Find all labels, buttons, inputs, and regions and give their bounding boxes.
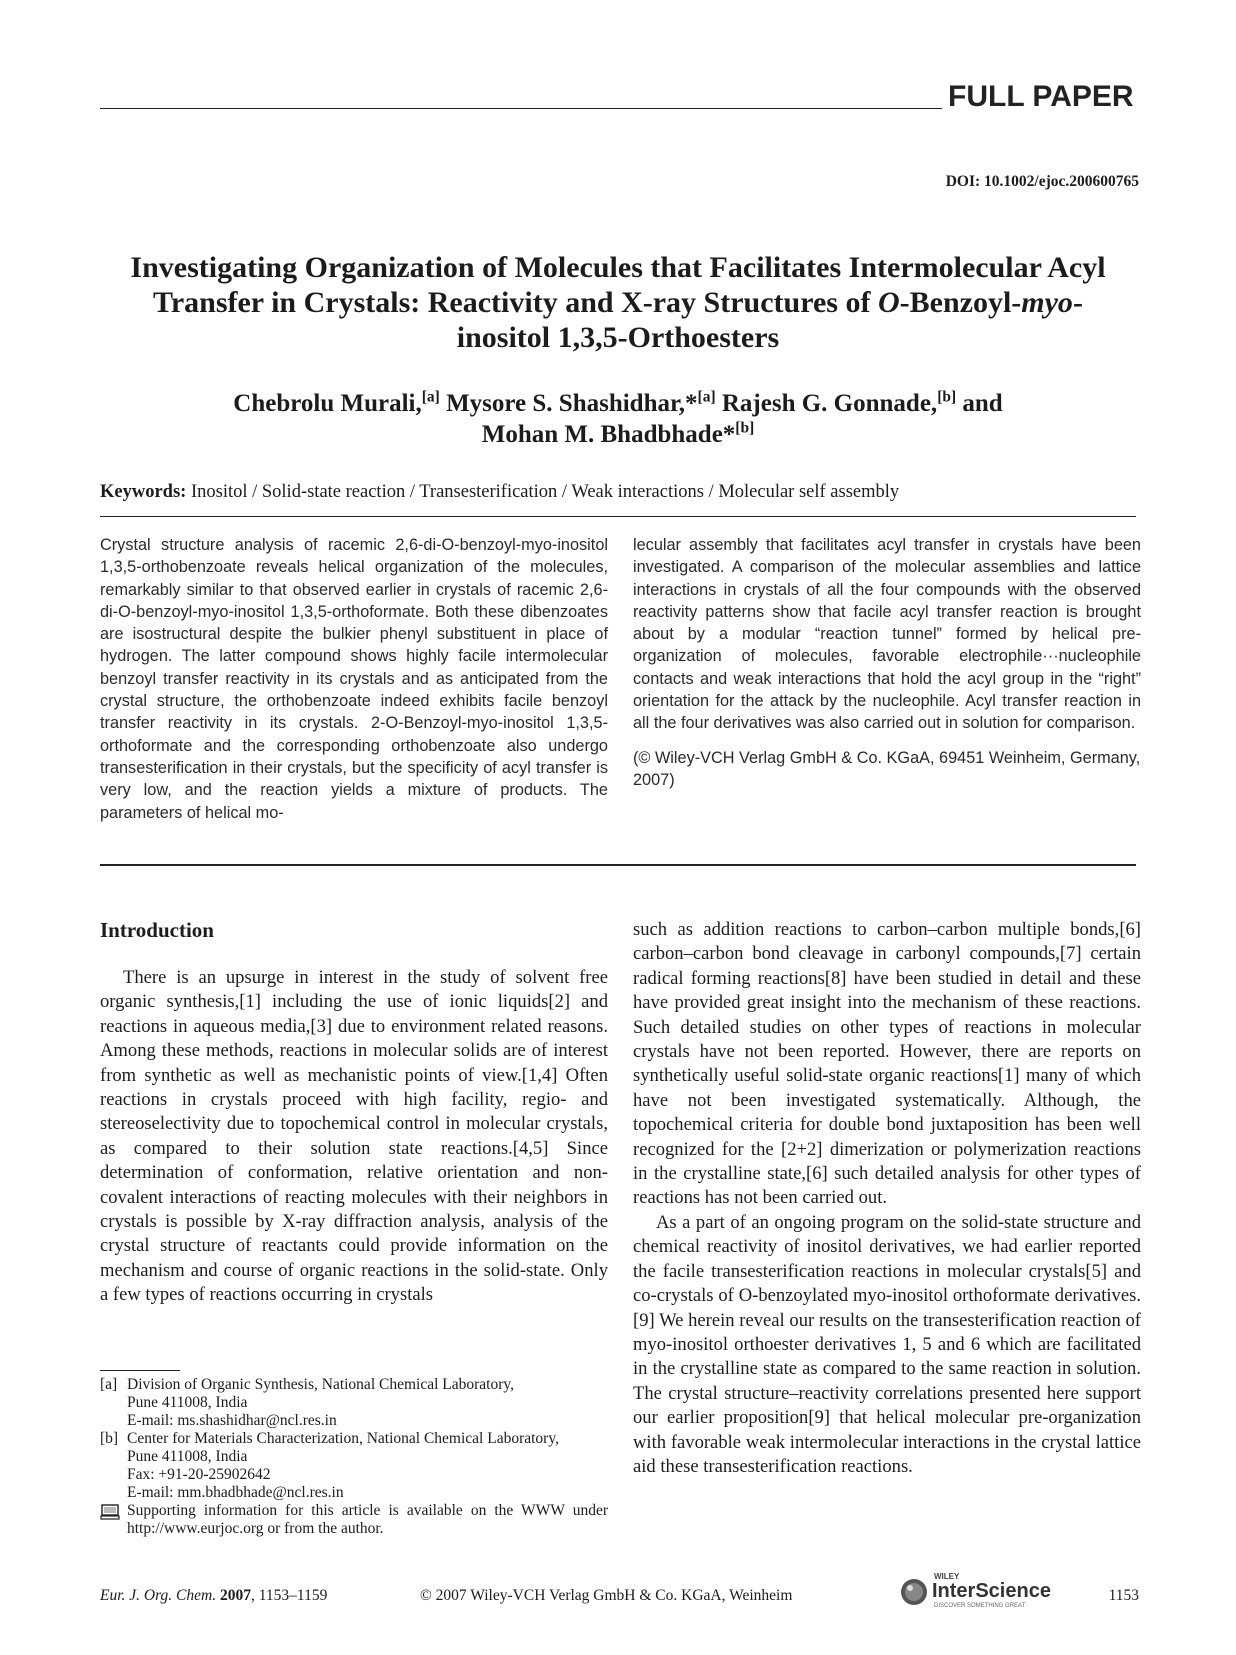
- title-line-3: inositol 1,3,5-Orthoesters: [456, 321, 780, 354]
- keywords-label: Keywords:: [100, 482, 187, 502]
- affiliation-b: [b] Center for Materials Characterization, National Chemical Laboratory, Pune 411008, India Fax: +91-20-25902642 E-mail: mm.bhadbhade@ncl.res.in: [100, 1430, 559, 1501]
- email-a: E-mail: ms.shashidhar@ncl.res.in: [127, 1412, 337, 1429]
- intro-paragraph-1-continued: such as addition reactions to carbon–carbon multiple bonds,[6] carbon–carbon bond cleavage in carbonyl compounds,[7] certain radical forming reactions[8] have been studied in detail and these have provided great insight into the mechanism of these reactions. Such detailed studies on other types of reactions in molecular crystals have not been reported. However, there are reports on synthetically useful solid-state organic reactions[1] many of which have not been investigated systematically. Although, the topochemical criteria for double bond juxtaposition has been well recognized for the [2+2] dimerization or polymerization reactions in the crystalline state,[6] such detailed analysis for other types of reactions has not been carried out.: [633, 919, 1141, 1209]
- title-line-1: Investigating Organization of Molecules that Facilitates Intermolecular Acyl: [130, 251, 1106, 284]
- doi: DOI: 10.1002/ejoc.200600765: [945, 173, 1139, 190]
- svg-text:WILEY: WILEY: [934, 1572, 960, 1581]
- footer-copyright: © 2007 Wiley-VCH Verlag GmbH & Co. KGaA, Weinheim: [420, 1587, 793, 1604]
- supporting-info-note: Supporting information for this article is available on the WWW under http://www.eurjoc.org or from the author.: [100, 1502, 608, 1538]
- abstract-left-column: [100, 534, 608, 824]
- email-b: E-mail: mm.bhadbhade@ncl.res.in: [127, 1484, 344, 1501]
- abstract-text-left: Crystal structure analysis of racemic 2,6-di-O-benzoyl-myo-inositol 1,3,5-orthobenzoate reveals helical organization of the molecules, remarkably similar to that observed earlier in crystals of racemic 2,6-di-O-benzoyl-myo-inositol 1,3,5-orthoformate. Both these dibenzoates are isostructural despite the bulkier phenyl substituent in place of hydrogen. The latter compound shows highly facile intermolecular benzoyl transfer reactivity in its crystals and as anticipated from the crystal structure, the orthobenzoate indeed exhibits facile benzoyl transfer reactivity in its crystals. 2-O-Benzoyl-myo-inositol 1,3,5-orthoformate and the corresponding orthobenzoate also undergo transesterification in their crystals, but the specificity of acyl transfer is very low, and the reaction yields a mixture of products. The parameters of helical mo-: [100, 536, 608, 822]
- author-3: Rajesh G. Gonnade,: [715, 390, 938, 417]
- page-number: 1153: [1108, 1587, 1139, 1604]
- body-right-column: [633, 918, 1141, 1479]
- footnote-rule: [100, 1370, 180, 1371]
- author-2: Mysore S. Shashidhar,*: [439, 390, 698, 417]
- introduction-heading: Introduction: [100, 918, 214, 942]
- abstract-right-column: [633, 534, 1141, 791]
- keywords-list: Inositol / Solid-state reaction / Transesterification / Weak interactions / Molecular self assembly: [186, 482, 900, 502]
- title-line-2: Transfer in Crystals: Reactivity and X-ray Structures of O-Benzoyl-myo-: [153, 286, 1083, 319]
- author-4: Mohan M. Bhadbhade*: [481, 421, 736, 448]
- affiliation-footnotes: [100, 1376, 608, 1538]
- abstract-top-rule: [100, 516, 1136, 517]
- abstract-text-right: lecular assembly that facilitates acyl transfer in crystals have been investigated. A comparison of the molecular assemblies and lattice interactions in crystals of all the four compounds with the observed reactivity patterns show that facile acyl transfer reaction is brought about by a modular “reaction tunnel” formed by helical pre-organization of molecules, favorable electrophile···nucleophile contacts and weak interactions that hold the acyl group in the “right” orientation for the attack by the nucleophile. Acyl transfer reaction in all the four derivatives was also carried out in solution for comparison.: [633, 536, 1141, 733]
- abstract-copyright: (© Wiley-VCH Verlag GmbH & Co. KGaA, 69451 Weinheim, Germany, 2007): [633, 748, 1141, 789]
- intro-paragraph-2: As a part of an ongoing program on the solid-state structure and chemical reactivity of inositol derivatives, we had earlier reported the facile transesterification reactions in molecular crystals[5] and co-crystals of O-benzoylated myo-inositol orthoformate derivatives.[9] We herein reveal our results on the transesterification reaction of myo-inositol orthoester derivatives 1, 5 and 6 which are facilitated in the crystalline state as compared to the same reaction in solution. The crystal structure–reactivity correlations presented here support our earlier proposition[9] that helical molecular pre-organization with favorable weak intermolecular interactions in the crystal lattice aid these transesterification reactions.: [633, 1211, 1141, 1477]
- svg-text:InterScience: InterScience: [932, 1580, 1051, 1602]
- intro-paragraph-1: There is an upsurge in interest in the study of solvent free organic synthesis,[1] including the use of ionic liquids[2] and reactions in aqueous media,[3] due to environment related reasons. Among these methods, reactions in molecular solids are of interest from synthetic as well as mechanistic points of view.[1,4] Often reactions in crystals proceed with high facility, regio- and stereoselectivity due to topochemical control in molecular crystals, as compared to their solution state reactions.[4,5] Since determination of conformation, relative orientation and non-covalent interactions of reacting molecules with their neighbors in crystals is possible by X-ray diffraction analysis, analysis of the crystal structure of reactants could provide information on the mechanism and course of organic reactions in the solid-state. Only a few types of reactions occurring in crystals: [100, 967, 608, 1306]
- svg-text:DISCOVER SOMETHING GREAT: DISCOVER SOMETHING GREAT: [934, 1603, 1026, 1609]
- computer-icon: [100, 1502, 127, 1538]
- keywords: [100, 482, 899, 503]
- section-label: FULL PAPER: [948, 80, 1134, 113]
- author-list: Chebrolu Murali,[a] Mysore S. Shashidhar,*[a] Rajesh G. Gonnade,[b] and Mohan M. Bhadbhade*[b]: [233, 388, 1003, 448]
- abstract-bottom-rule: [100, 864, 1136, 866]
- footer-journal-citation: Eur. J. Org. Chem. 2007, 1153–1159: [100, 1587, 328, 1604]
- body-left-column: [100, 966, 608, 1308]
- paper-title: [100, 250, 1136, 355]
- interscience-logo: [898, 1570, 1068, 1610]
- author-1: Chebrolu Murali,: [233, 390, 422, 417]
- affiliation-a: [a] Division of Organic Synthesis, National Chemical Laboratory, Pune 411008, India E-mail: ms.shashidhar@ncl.res.in: [100, 1376, 514, 1429]
- header-rule: [100, 108, 942, 109]
